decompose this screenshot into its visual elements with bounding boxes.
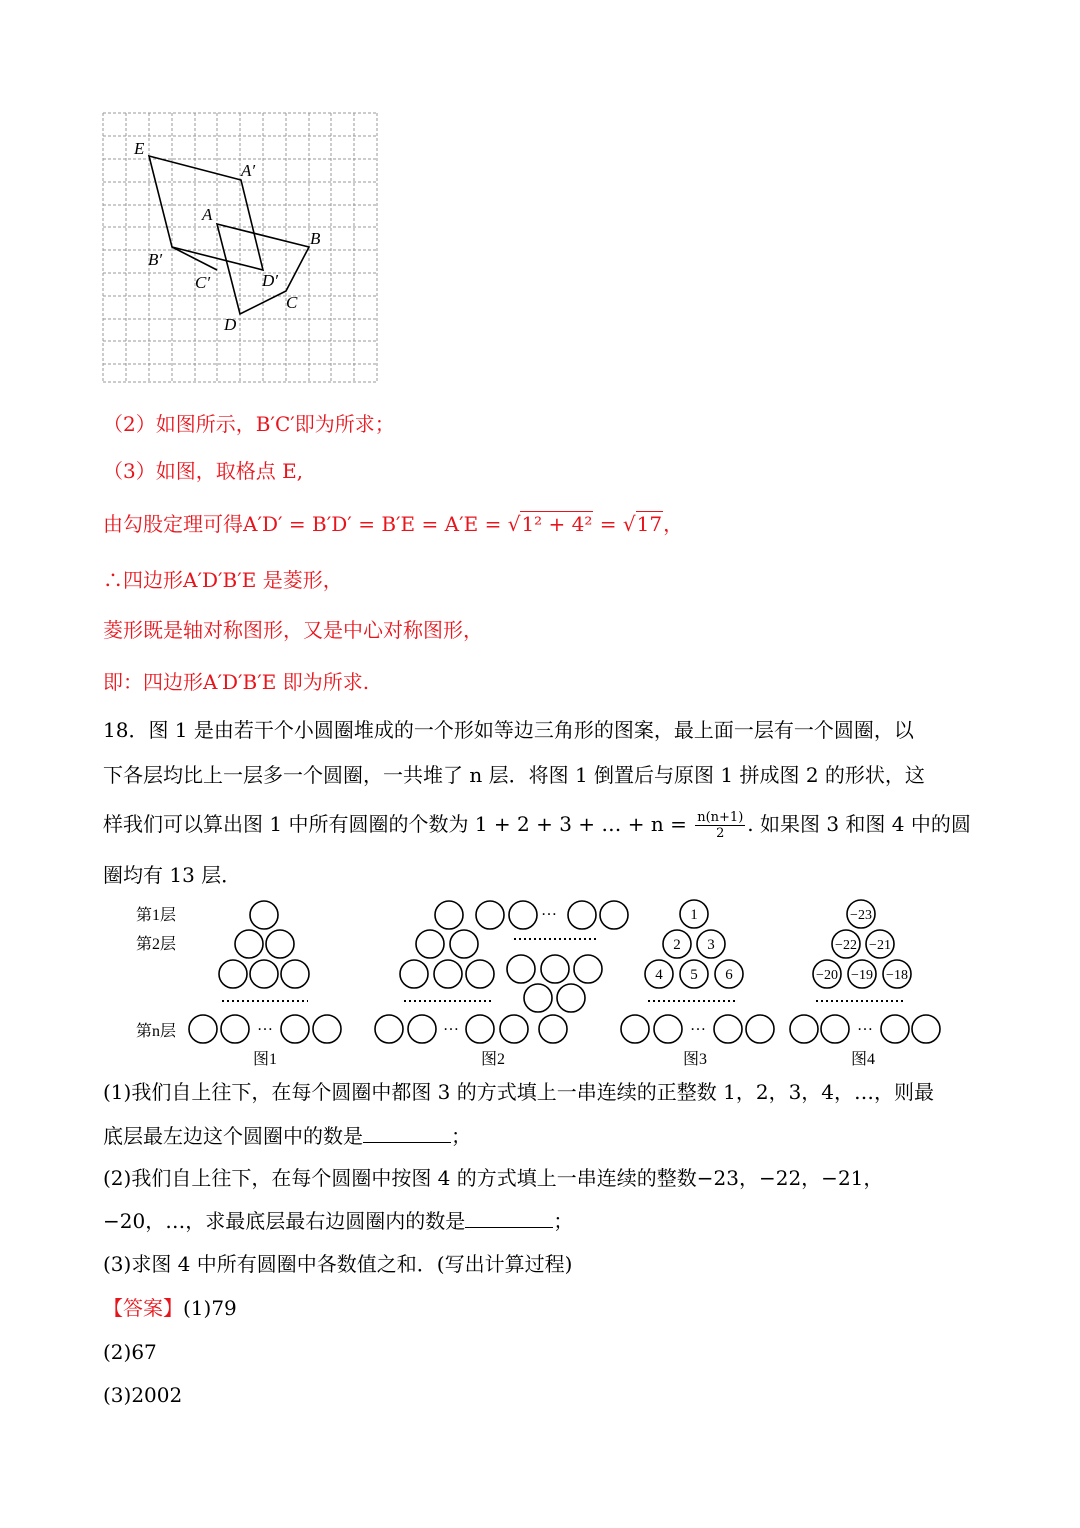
label-D-prime: D′: [262, 271, 278, 290]
fig4-ellipsis: …: [857, 1017, 873, 1034]
q18-sub1-line1: (1)我们自上往下，在每个圆圈中都图 3 的方式填上一串连续的正整数 1，2，3，4，…，则最: [103, 1080, 935, 1104]
label-B-prime: B′: [148, 250, 163, 269]
q18-sub2-line1: (2)我们自上往下，在每个圆圈中按图 4 的方式填上一串连续的整数−23，−22，−21，: [103, 1166, 884, 1190]
q18-paragraph-3: [103, 810, 971, 841]
solution-line-3: （3）如图，取格点 E,: [103, 459, 304, 483]
fig4-num-3: −21: [869, 938, 891, 953]
fraction: [695, 810, 745, 841]
solution-line-4: 由勾股定理可得A′D′ = B′D′ = B′E = A′E = √1² + 4² = √17，: [103, 512, 684, 536]
fig4-num-5: −19: [851, 968, 873, 983]
circles-figure: [130, 895, 950, 1070]
fig1-ellipsis: …: [257, 1017, 273, 1034]
fig3-num-4: 4: [655, 967, 663, 983]
solution-line-6: 菱形既是轴对称图形，又是中心对称图形，: [103, 618, 483, 642]
fig3-num-1: 1: [690, 907, 698, 923]
fig3-num-5: 5: [690, 967, 698, 983]
q18-sub1-line2: [103, 1123, 471, 1149]
sub2-text: −20，…，求最底层最右边圆圈内的数是: [103, 1209, 466, 1233]
fig3-ellipsis: …: [690, 1017, 706, 1034]
label-A: A: [202, 205, 213, 224]
answer-3: (3)2002: [103, 1383, 183, 1407]
sub2-end: ；: [553, 1209, 574, 1233]
pythagoras-prefix: 由勾股定理可得A′D′ = B′D′ = B′E = A′E =: [103, 512, 508, 536]
q18-paragraph-2: 下各层均比上一层多一个圆圈，一共堆了 n 层．将图 1 倒置后与原图 1 拼成图 2 的形状，这: [103, 763, 925, 787]
row1-label: 第1层: [136, 907, 177, 924]
comma: ，: [663, 512, 684, 536]
fig4-num-2: −22: [835, 938, 857, 953]
fig2-caption: 图2: [481, 1051, 506, 1068]
fraction-numerator: n(n+1): [697, 810, 744, 825]
answer-blank-2[interactable]: [465, 1209, 553, 1228]
solution-line-5: ∴四边形A′D′B′E 是菱形，: [103, 568, 343, 592]
sqrt-radicand-2: 17: [636, 512, 663, 536]
q18-sub2-line2: [103, 1208, 573, 1234]
fig3-caption: 图3: [683, 1051, 708, 1068]
fig4-num-4: −20: [816, 968, 838, 983]
answer-blank-1[interactable]: [363, 1124, 451, 1143]
sqrt-radicand-1: 1² + 4²: [521, 512, 593, 536]
label-A-prime: A′: [241, 161, 256, 180]
fraction-denominator: 2: [716, 826, 725, 841]
answer-line-1: [103, 1295, 237, 1321]
fig3-num-3: 3: [707, 937, 715, 953]
row2-label: 第2层: [136, 936, 177, 953]
rown-label: 第n层: [136, 1023, 177, 1040]
q18-sub3: (3)求图 4 中所有圆圈中各数值之和．(写出计算过程): [103, 1252, 573, 1276]
sub1-end: ；: [451, 1124, 471, 1148]
fig1-caption: 图1: [253, 1051, 278, 1068]
equals-sign: =: [593, 512, 623, 536]
fig2-ellipsis: …: [443, 1017, 459, 1034]
fig4-caption: 图4: [851, 1051, 876, 1068]
geometry-grid-figure: [100, 110, 380, 386]
fig4-num-1: −23: [850, 908, 872, 923]
label-C-prime: C′: [195, 273, 211, 292]
q18-paragraph-1: 18．图 1 是由若干个小圆圈堆成的一个形如等边三角形的图案，最上面一层有一个圆圈，以: [103, 718, 914, 742]
label-E: E: [134, 139, 145, 158]
label-C: C: [286, 293, 298, 312]
fig3-num-6: 6: [725, 967, 733, 983]
q18-continuation: . 如果图 3 和图 4 中的圆: [747, 812, 971, 836]
fig3-num-2: 2: [673, 937, 681, 953]
sub1-text: 底层最左边这个圆圈中的数是: [103, 1124, 363, 1148]
answer-2: (2)67: [103, 1340, 157, 1364]
label-B: B: [310, 229, 321, 248]
sum-formula-text: 样我们可以算出图 1 中所有圆圈的个数为 1 + 2 + 3 + … + n =: [103, 812, 694, 836]
answer-label: 【答案】: [103, 1296, 183, 1320]
solution-line-2: （2）如图所示，B′C′即为所求；: [103, 412, 395, 436]
solution-line-7: 即：四边形A′D′B′E 即为所求.: [103, 670, 370, 694]
label-D: D: [224, 315, 237, 334]
answer-1: (1)79: [183, 1296, 237, 1320]
fig2-top-ellipsis: …: [541, 902, 557, 919]
fig4-num-6: −18: [886, 968, 908, 983]
q18-paragraph-4: 圈均有 13 层．: [103, 863, 242, 887]
